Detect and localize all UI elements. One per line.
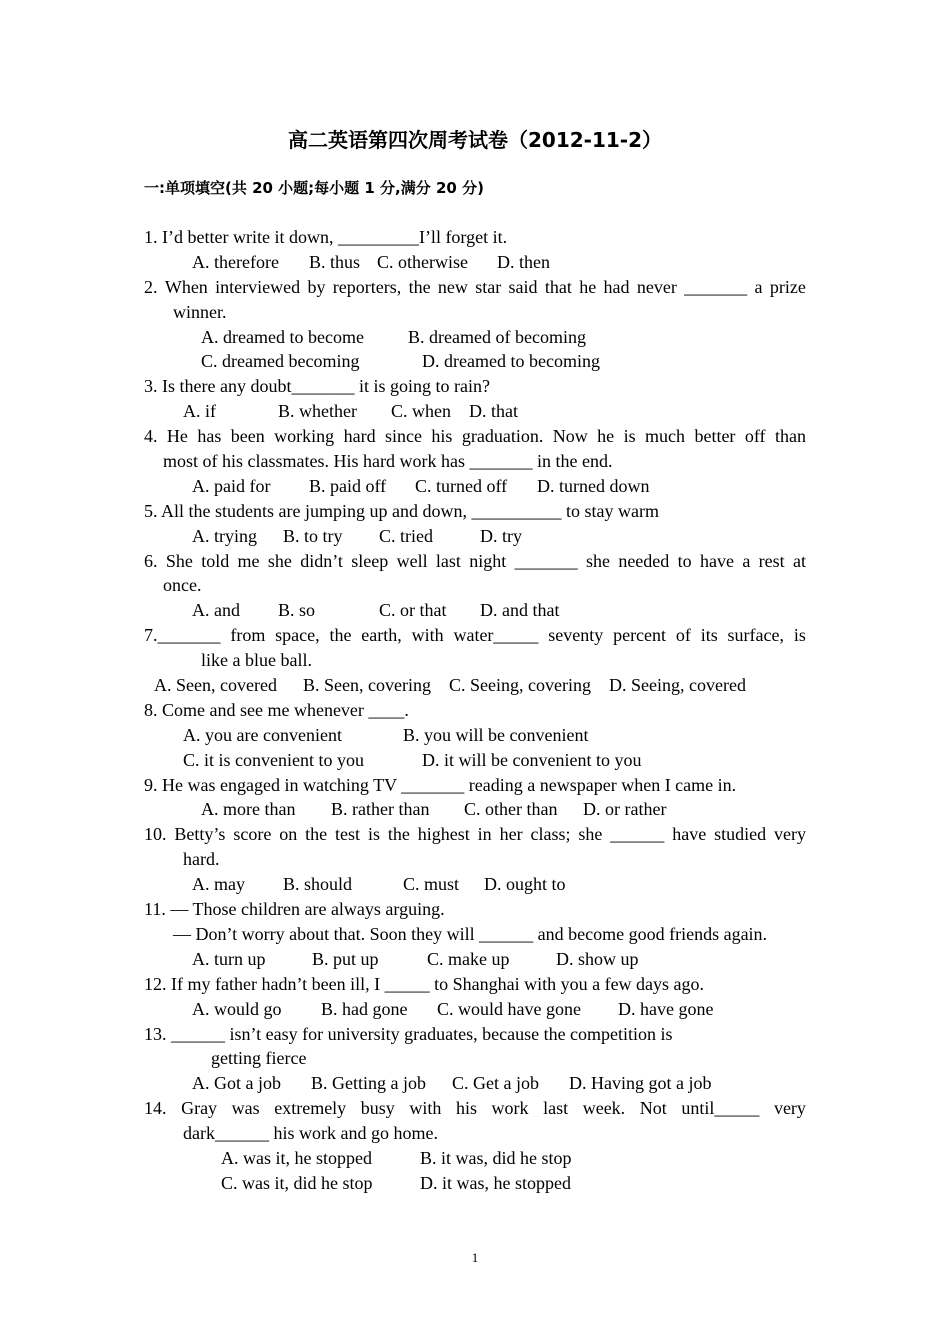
question-6-stem: 6. She told me she didn’t sleep well last night _______ she needed to have a rest at [144,550,806,571]
option-c: C. Seeing, covering [449,675,591,696]
option-d: D. ought to [484,874,566,895]
question-5-stem: 5. All the students are jumping up and down, __________ to stay warm [144,500,659,521]
question-1-stem: 1. I’d better write it down, _________I’ll forget it. [144,227,508,247]
question-7-stem: 7._______ from space, the earth, with water_____ seventy percent of its surface, is [144,625,806,646]
option-b: B. put up [312,948,379,969]
option-b: B. so [278,600,316,621]
question-2-stem-cont: winner. [173,301,227,322]
option-c: C. it is convenient to you [183,749,364,770]
option-c: C. was it, did he stop [221,1172,373,1193]
option-b: B. rather than [331,799,430,820]
option-d: D. dreamed to becoming [422,351,600,372]
page-title: 高二英语第四次周考试卷（2012-11-2） [287,128,662,152]
option-d: D. Having got a job [569,1073,712,1094]
question-4-stem-cont: most of his classmates. His hard work has _______ in the end. [163,451,613,472]
option-c: C. make up [427,948,510,969]
question-14-stem-cont: dark______ his work and go home. [183,1123,438,1144]
option-a: A. was it, he stopped [221,1147,372,1168]
option-d: D. then [497,251,550,272]
option-b: B. you will be convenient [403,724,589,745]
option-d: D. Seeing, covered [609,675,746,696]
option-d: D. or rather [583,799,667,820]
option-a: A. may [192,874,245,895]
question-10-stem: 10. Betty’s score on the test is the highest in her class; she ______ have studied very [144,824,806,845]
question-8-options-row2 [0,748,950,773]
question-11-options [0,947,950,972]
option-c: C. tried [379,525,433,546]
question-4-options [0,474,950,499]
question-7-stem-cont: like a blue ball. [201,650,312,671]
option-d: D. it was, he stopped [420,1172,571,1193]
option-c: C. when [391,401,451,422]
option-a: A. Seen, covered [154,675,277,696]
question-2-options-row1 [0,325,950,350]
option-c: C. dreamed becoming [201,351,360,372]
question-9-stem: 9. He was engaged in watching TV _______ reading a newspaper when I came in. [144,774,737,795]
option-a: A. and [192,600,240,621]
question-14-stem: 14. Gray was extremely busy with his work last week. Not until_____ very [144,1098,806,1119]
option-a: A. therefore [192,251,279,272]
option-a: A. if [183,401,216,422]
option-d: D. and that [480,600,560,621]
option-a: A. you are convenient [183,724,342,745]
question-2-options-row2 [0,349,950,374]
option-b: B. should [283,874,353,895]
question-list [0,225,950,1196]
section-heading: 一:单项填空(共 20 小题;每小题 1 分,满分 20 分) [144,179,484,197]
option-b: B. paid off [309,475,387,496]
question-3-options [0,399,950,424]
question-9-options [0,797,950,822]
option-d: D. try [480,525,522,546]
question-5-options [0,524,950,549]
option-c: C. would have gone [437,998,581,1019]
option-b: B. to try [283,525,343,546]
question-11-stem: 11. — Those children are always arguing. [144,899,445,920]
option-d: D. turned down [537,475,650,496]
option-c: C. or that [379,600,447,621]
option-b: B. had gone [321,998,408,1019]
page-number: 1 [471,1250,479,1265]
question-12-options [0,997,950,1022]
option-c: C. Get a job [452,1073,539,1094]
question-6-stem-cont: once. [163,575,202,596]
question-8-options-row1 [0,723,950,748]
option-a: A. paid for [192,475,271,496]
question-3-stem: 3. Is there any doubt_______ it is going to rain? [144,376,490,397]
option-a: A. trying [192,525,257,546]
question-10-stem-cont: hard. [183,849,220,870]
question-10-options [0,872,950,897]
question-13-stem: 13. ______ isn’t easy for university graduates, because the competition is [144,1023,673,1044]
question-11-stem-cont: — Don’t worry about that. Soon they will ______ and become good friends again. [173,923,768,944]
question-8-stem: 8. Come and see me whenever ____. [144,699,409,720]
question-1-options [0,250,950,275]
option-d: D. show up [556,948,639,969]
option-c: C. other than [464,799,558,820]
option-c: C. turned off [415,475,508,496]
question-14-options-row2 [0,1171,950,1196]
option-b: B. thus [309,251,361,272]
question-13-stem-cont: getting fierce [211,1048,307,1069]
option-b: B. dreamed of becoming [408,326,586,347]
question-6-options [0,598,950,623]
question-13-options [0,1071,950,1096]
question-14-options-row1 [0,1146,950,1171]
option-a: A. more than [201,799,296,820]
question-12-stem: 12. If my father hadn’t been ill, I _____ to Shanghai with you a few days ago. [144,973,705,994]
option-b: B. whether [278,401,357,422]
question-2-stem: 2. When interviewed by reporters, the new star said that he had never _______ a prize [144,276,806,297]
question-7-options [0,673,950,698]
option-c: C. must [403,874,460,895]
option-b: B. it was, did he stop [420,1147,572,1168]
option-d: D. it will be convenient to you [422,749,642,770]
option-a: A. would go [192,998,282,1019]
option-b: B. Seen, covering [303,675,431,696]
option-a: A. dreamed to become [201,326,364,347]
option-d: D. that [469,401,518,422]
question-4-stem: 4. He has been working hard since his graduation. Now he is much better off than [144,426,806,447]
option-a: A. turn up [192,948,266,969]
option-c: C. otherwise [377,251,468,272]
option-d: D. have gone [618,998,714,1019]
option-a: A. Got a job [192,1073,281,1094]
option-b: B. Getting a job [311,1073,426,1094]
